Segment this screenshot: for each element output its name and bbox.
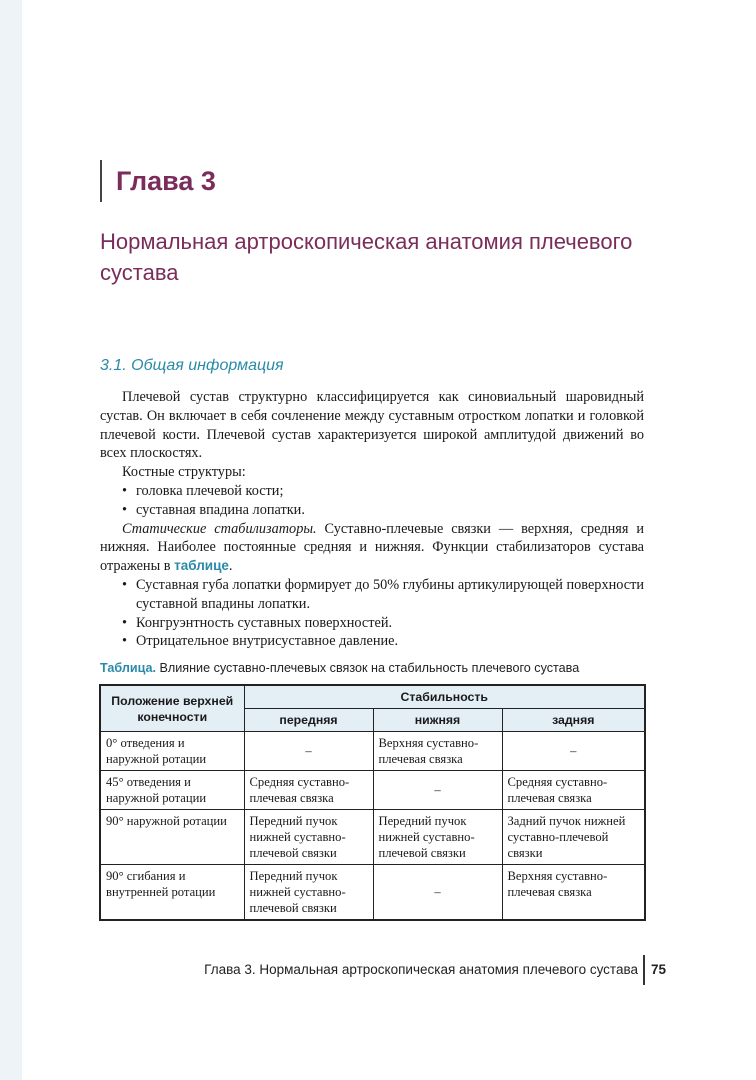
running-footer-title: Глава 3. Нормальная артроскопическая анатомия плечевого сустава: [204, 962, 638, 977]
table-cell: 90° сгибания и внутренней ротации: [100, 865, 244, 921]
table-cell: –: [373, 771, 502, 810]
section-title: 3.1. Общая информация: [100, 357, 284, 374]
table-caption-label: Таблица.: [100, 661, 156, 675]
table-cell: 90° наружной ротации: [100, 810, 244, 865]
table-cell: 45° отведения и наружной ротации: [100, 771, 244, 810]
chapter-label: Глава 3: [116, 165, 216, 196]
table-cell: Передний пучок нижней суставно-плечевой связки: [244, 865, 373, 921]
table-cell: –: [244, 732, 373, 771]
header-posterior: задняя: [502, 709, 645, 732]
list-item: • головка плечевой кости;: [100, 482, 644, 501]
list-item: • Суставная губа лопатки формирует до 50% глубины артикулирующей поверхности суставной впадины лопатки.: [100, 576, 644, 614]
body-text: [100, 388, 644, 651]
table-cell: Передний пучок нижней суставно-плечевой связки: [244, 810, 373, 865]
table-cell: –: [373, 865, 502, 921]
bony-structures-label: Костные структуры:: [122, 464, 246, 481]
intro-paragraph: Плечевой сустав структурно классифицируется как синовиальный шаровидный сустав. Он включает в себя сочленение между суставным отростком лопатки и головкой плечевой кости. Плечевой сустав характеризуется широкой амплитудой движений во всех плоскостях.: [100, 389, 644, 462]
table-cell: Средняя суставно-плечевая связка: [502, 771, 645, 810]
table-cell: 0° отведения и наружной ротации: [100, 732, 244, 771]
header-limb-position: Положение верхней конечности: [100, 685, 244, 732]
table-caption: [100, 661, 645, 675]
table-row: [100, 865, 645, 921]
table-cell: Верхняя суставно-плечевая связка: [373, 732, 502, 771]
header-inferior: нижняя: [373, 709, 502, 732]
list-item: • суставная впадина лопатки.: [100, 501, 644, 520]
table-cell: Верхняя суставно-плечевая связка: [502, 865, 645, 921]
static-stabilizers-label: Статические стабилизаторы.: [122, 520, 317, 537]
stabilizers-list: [100, 576, 644, 651]
table-cell: –: [502, 732, 645, 771]
page-number: 75: [651, 962, 667, 977]
footer-divider-bar: [643, 955, 645, 985]
table-cell: Средняя суставно-плечевая связка: [244, 771, 373, 810]
chapter-divider-bar: [100, 160, 102, 202]
table-row: [100, 771, 645, 810]
list-item: • Конгруэнтность суставных поверхностей.: [100, 614, 644, 633]
table-cell: Задний пучок нижней суставно-плечевой связки: [502, 810, 645, 865]
table-reference-link[interactable]: таблице: [174, 558, 229, 574]
static-stabilizers-end: .: [228, 558, 233, 575]
table-row: [100, 810, 645, 865]
stability-table: [99, 684, 646, 921]
header-stability: Стабильность: [244, 685, 645, 709]
static-stabilizers-paragraph: [100, 520, 644, 576]
header-anterior: передняя: [244, 709, 373, 732]
static-stabilizers-text: Суставно-плечевые связки — верхняя, средняя и нижняя. Наиболее постоянные средняя и нижняя. Функции стабилизаторов сустава отражены в: [100, 520, 644, 575]
bony-structures-list: [100, 482, 644, 520]
chapter-heading: [100, 160, 216, 202]
chapter-title: Нормальная артроскопическая анатомия плечевого сустава: [100, 229, 633, 285]
table-row: [100, 732, 645, 771]
table-cell: Передний пучок нижней суставно-плечевой связки: [373, 810, 502, 865]
list-item: • Отрицательное внутрисуставное давление.: [100, 632, 644, 651]
table-caption-text: Влияние суставно-плечевых связок на стабильность плечевого сустава: [156, 661, 580, 675]
